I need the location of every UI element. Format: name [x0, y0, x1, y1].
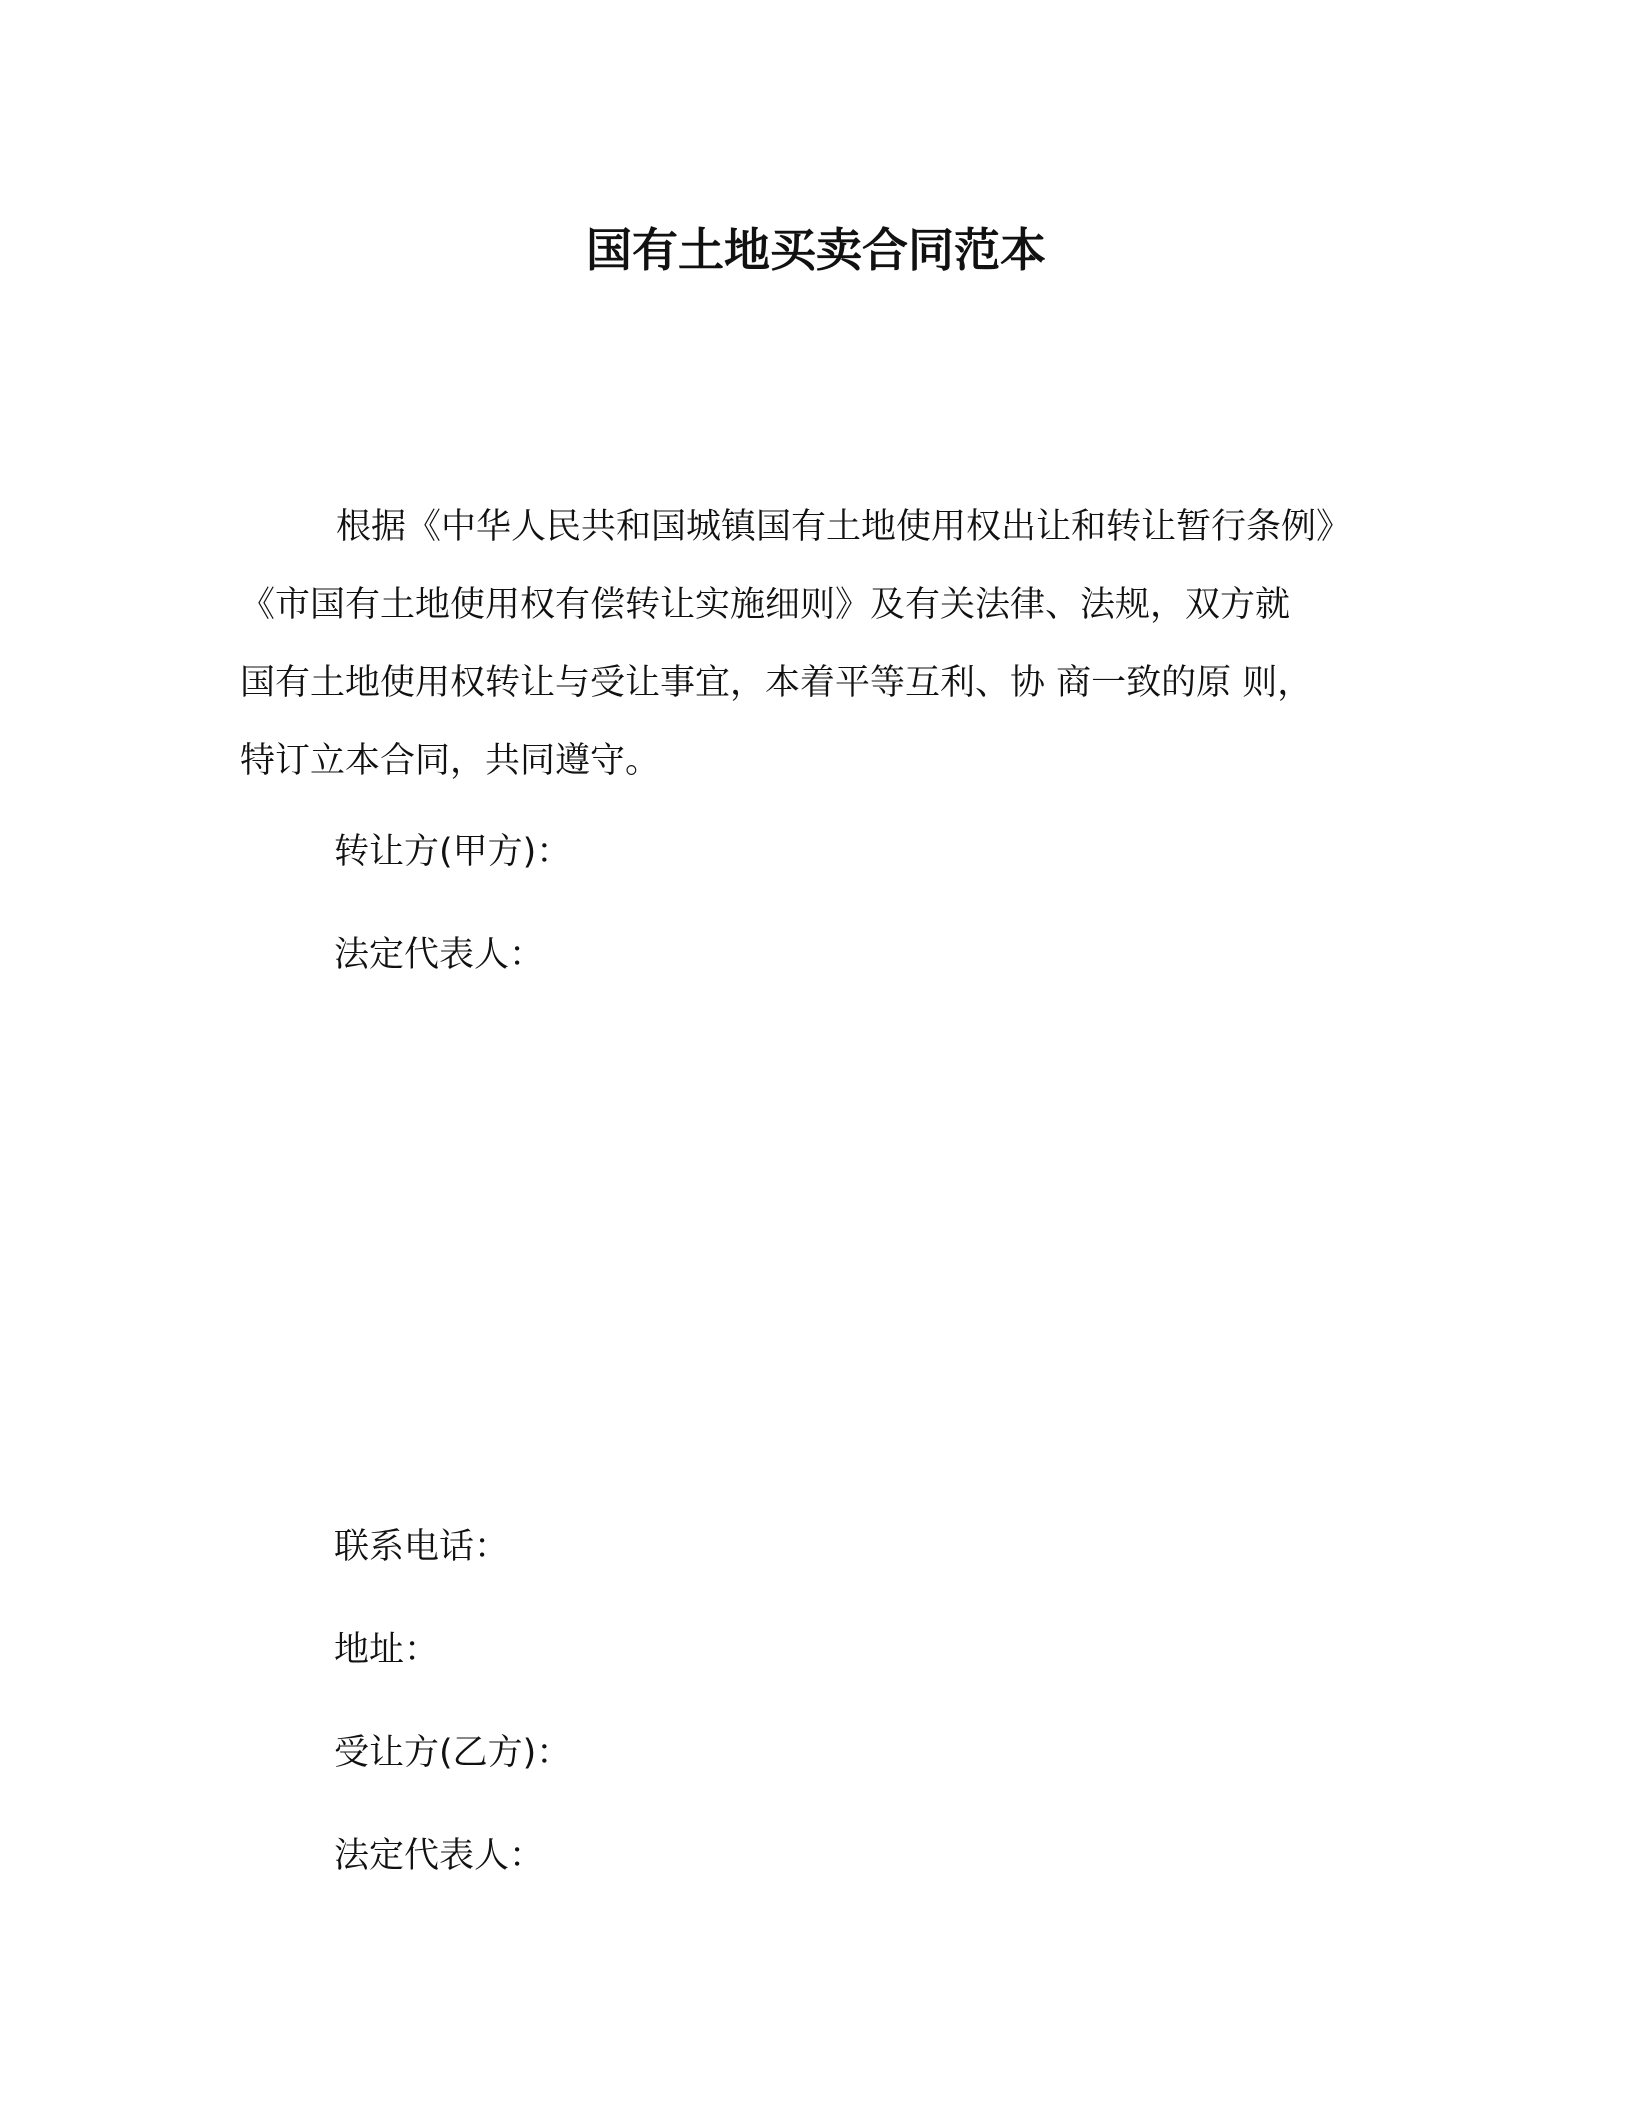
- intro-line-3: 国有土地使用权转让与受让事宜，本着平等互利、协 商一致的原 则，: [240, 663, 1313, 703]
- legal-representative-a-label: 法定代表人：: [334, 935, 545, 975]
- intro-line-1: 根据《中华人民共和国城镇国有土地使用权出让和转让暂行条例》: [336, 507, 1352, 547]
- legal-representative-b-label: 法定代表人：: [334, 1836, 545, 1876]
- document-title: 国有土地买卖合同范本: [586, 223, 1046, 277]
- phone-field-label: 联系电话：: [334, 1527, 510, 1567]
- intro-line-4: 特订立本合同，共同遵守。: [240, 741, 661, 781]
- transferee-field-label: 受让方(乙方)：: [334, 1733, 572, 1773]
- address-field-label: 地址：: [334, 1630, 440, 1670]
- intro-line-2: 《市国有土地使用权有偿转让实施细则》及有关法律、法规，双方就: [240, 585, 1291, 625]
- transferor-field-label: 转让方(甲方)：: [334, 832, 572, 872]
- intro-paragraph: [240, 488, 1410, 800]
